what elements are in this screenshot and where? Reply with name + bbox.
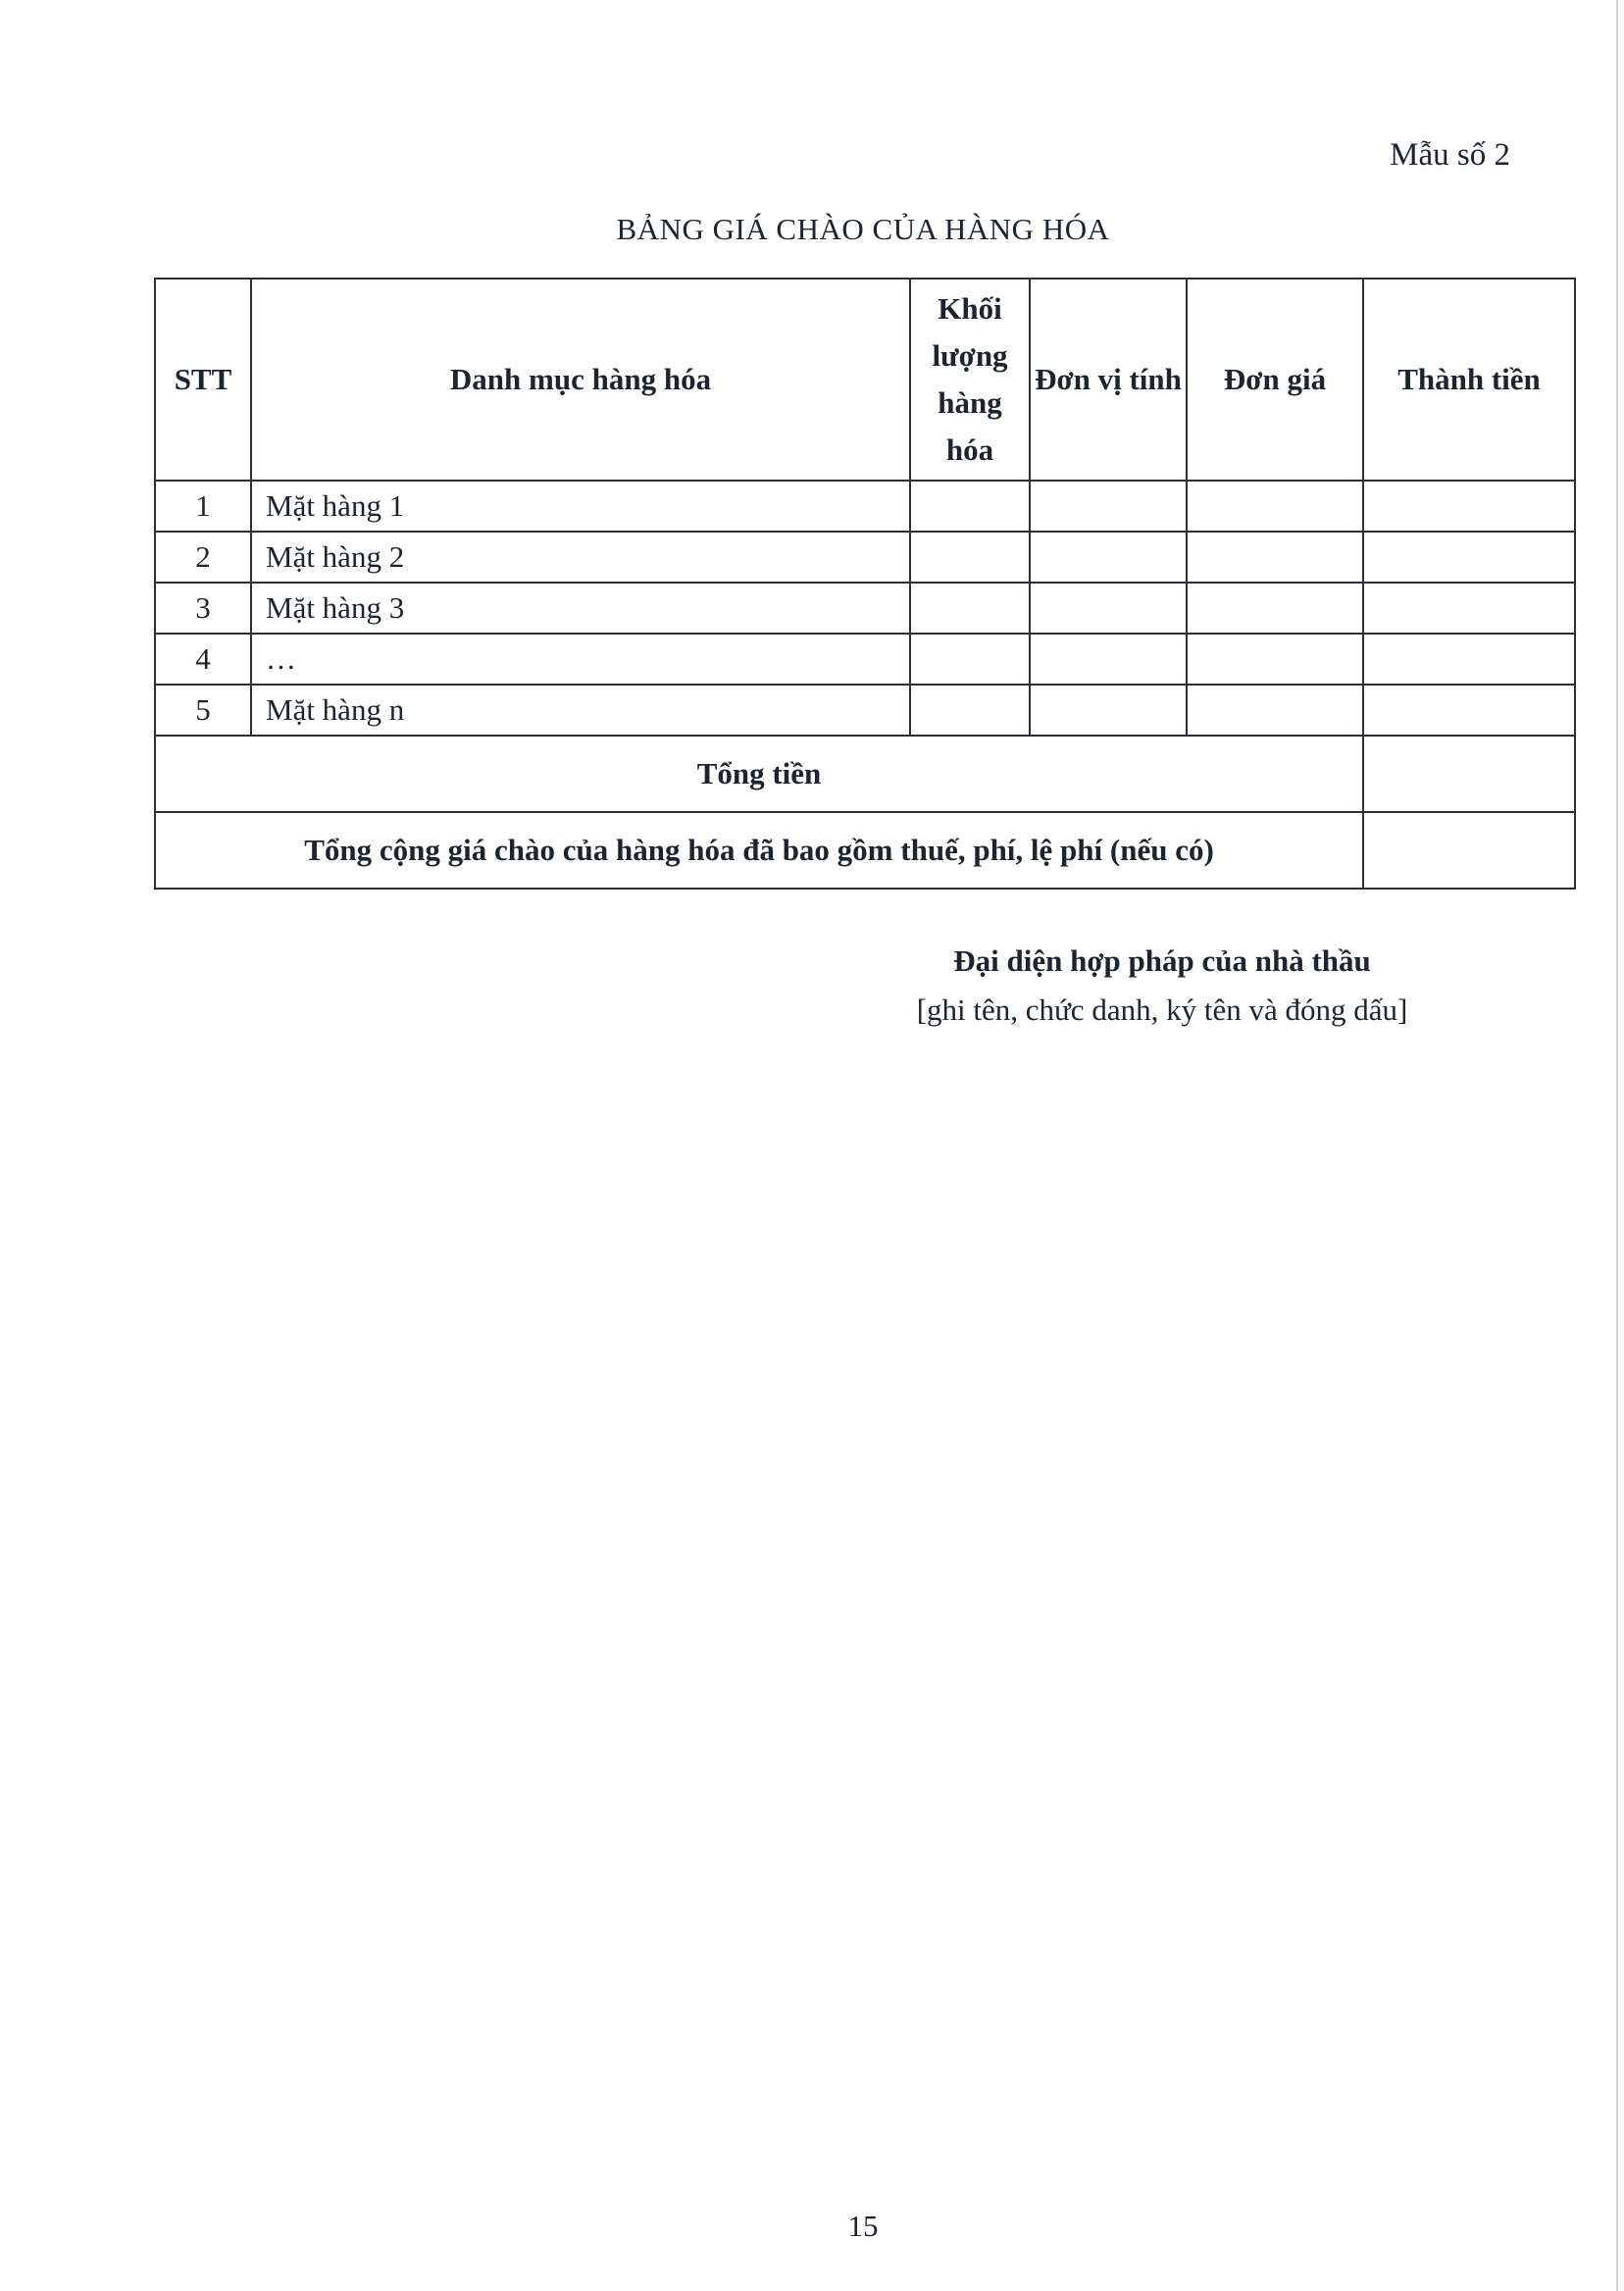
form-number: Mẫu số 2 bbox=[1390, 137, 1510, 173]
header-quantity: Khối lượng hàng hóa bbox=[910, 279, 1030, 481]
row-unit bbox=[1030, 685, 1187, 736]
row-unit bbox=[1030, 634, 1187, 685]
table-header-row bbox=[155, 279, 1575, 481]
row-stt: 4 bbox=[155, 634, 251, 685]
row-quantity bbox=[910, 583, 1030, 634]
grand-total-label: Tổng cộng giá chào của hàng hóa đã bao gồm thuế, phí, lệ phí (nếu có) bbox=[155, 812, 1363, 889]
subtotal-label: Tổng tiền bbox=[155, 736, 1363, 812]
row-item-name: Mặt hàng 2 bbox=[251, 532, 910, 583]
header-amount: Thành tiền bbox=[1363, 279, 1575, 481]
page-number: 15 bbox=[847, 2209, 879, 2243]
row-unit-price bbox=[1187, 583, 1363, 634]
row-amount bbox=[1363, 685, 1575, 736]
row-item-name: Mặt hàng 1 bbox=[251, 481, 910, 532]
row-item-name: Mặt hàng n bbox=[251, 685, 910, 736]
row-item-name: … bbox=[251, 634, 910, 685]
row-unit bbox=[1030, 532, 1187, 583]
row-item-name: Mặt hàng 3 bbox=[251, 583, 910, 634]
row-amount bbox=[1363, 634, 1575, 685]
row-unit-price bbox=[1187, 481, 1363, 532]
subtotal-row bbox=[155, 736, 1575, 812]
grand-total-value bbox=[1363, 812, 1575, 889]
row-stt: 2 bbox=[155, 532, 251, 583]
header-unit-price: Đơn giá bbox=[1187, 279, 1363, 481]
subtotal-value bbox=[1363, 736, 1575, 812]
row-quantity bbox=[910, 685, 1030, 736]
row-stt: 5 bbox=[155, 685, 251, 736]
row-unit-price bbox=[1187, 634, 1363, 685]
row-unit bbox=[1030, 583, 1187, 634]
row-quantity bbox=[910, 634, 1030, 685]
row-amount bbox=[1363, 583, 1575, 634]
scan-edge-line bbox=[1616, 0, 1618, 2291]
row-amount bbox=[1363, 532, 1575, 583]
row-unit bbox=[1030, 481, 1187, 532]
document-title: BẢNG GIÁ CHÀO CỦA HÀNG HÓA bbox=[616, 212, 1110, 246]
price-quote-table bbox=[154, 278, 1576, 890]
table-row bbox=[155, 583, 1575, 634]
table-row bbox=[155, 685, 1575, 736]
header-stt: STT bbox=[155, 279, 251, 481]
signature-note: [ghi tên, chức danh, ký tên và đóng dấu] bbox=[916, 993, 1408, 1027]
table-row bbox=[155, 634, 1575, 685]
row-unit-price bbox=[1187, 685, 1363, 736]
row-amount bbox=[1363, 481, 1575, 532]
row-unit-price bbox=[1187, 532, 1363, 583]
header-item-name: Danh mục hàng hóa bbox=[251, 279, 910, 481]
signature-title: Đại diện hợp pháp của nhà thầu bbox=[953, 943, 1371, 978]
table-row bbox=[155, 481, 1575, 532]
row-quantity bbox=[910, 532, 1030, 583]
grand-total-row bbox=[155, 812, 1575, 889]
row-quantity bbox=[910, 481, 1030, 532]
row-stt: 3 bbox=[155, 583, 251, 634]
table-row bbox=[155, 532, 1575, 583]
header-unit: Đơn vị tính bbox=[1030, 279, 1187, 481]
row-stt: 1 bbox=[155, 481, 251, 532]
